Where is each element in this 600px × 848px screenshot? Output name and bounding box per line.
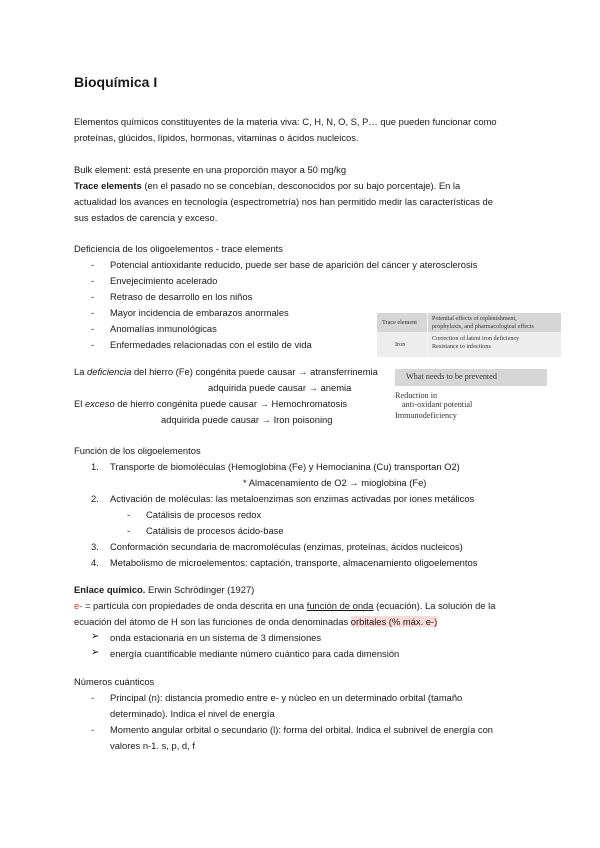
quantum-angular-line-2: valores n-1. s, p, d, f: [110, 740, 195, 751]
function-item-2-sub: Catálisis de procesos redox: [146, 509, 262, 520]
wave-function-term: función de onda: [306, 600, 374, 611]
list-dash: -: [127, 509, 131, 520]
quantum-heading: Números cuánticos: [74, 676, 155, 687]
list-number: 4.: [91, 557, 99, 568]
function-item-1: Transporte de biomoléculas (Hemoglobina (Fe) y Hemocianina (Cu) transportan O2): [110, 461, 460, 472]
quantum-angular-line-1: Momento angular orbital o secundario (l): forma del orbital. Indica el subnivel de energía con: [110, 724, 494, 735]
iron-deficiency-line: [74, 366, 378, 377]
list-dash: -: [91, 724, 95, 735]
prevention-header-text: What needs to be prevented: [406, 372, 497, 381]
trace-line-4: sus estados de carencia y exceso.: [74, 212, 218, 223]
text: El: [74, 398, 85, 409]
table-row-effect-2: Resistance to infections: [432, 343, 491, 350]
quantum-principal-line-2: determinado). Indica el nivel de energía: [110, 708, 275, 719]
trace-elements-term: Trace elements: [74, 180, 142, 191]
trace-line-3: actualidad los avances en tecnología (espectrometría) nos han permitido medir las características de: [74, 196, 493, 207]
list-item: Potencial antioxidante reducido, puede ser base de aparición del cáncer y aterosclerosis: [110, 259, 478, 270]
iron-deficiency-acquired: adquirida puede causar → anemia: [208, 382, 352, 393]
list-item: Mayor incidencia de embarazos anormales: [110, 307, 289, 318]
orbitals-highlight: orbitales (% máx. e-): [350, 616, 438, 627]
table-col2-header-2: prophylaxis, and pharmacological effects: [432, 323, 534, 330]
excess-word: exceso: [84, 398, 115, 409]
list-number: 2.: [91, 493, 99, 504]
arrow-bullet-icon: ➢: [91, 631, 100, 642]
text: = partícula con propiedades de onda descrita en una: [82, 600, 307, 611]
list-number: 3.: [91, 541, 99, 552]
text: (ecuación). La solución de la: [373, 600, 496, 611]
prevention-row-3: Immunodeficiency: [395, 411, 457, 420]
table-row-effect-1: Correction of latent iron deficiency: [432, 335, 520, 342]
bond-point-2: energía cuantificable mediante número cuántico para cada dimensión: [110, 648, 400, 659]
function-item-2: Activación de moléculas: las metaloenzimas son enzimas activadas por iones metálicos: [110, 493, 475, 504]
trace-elements-desc: (en el pasado no se concebían, desconocidos por su bajo porcentaje). En la: [141, 180, 461, 191]
bond-heading-bold: Enlace químico.: [74, 584, 146, 595]
table-col2-header-1: Potential effects of replenishment,: [432, 315, 517, 322]
prevention-row-1: Reduction in: [395, 391, 438, 400]
list-dash: -: [91, 323, 95, 334]
table-col1-header: Trace element: [382, 319, 417, 326]
quantum-principal-line-1: Principal (n): distancia promedio entre e- y núcleo en un determinado orbital (tamaño: [110, 692, 463, 703]
function-item-2-sub: Catálisis de procesos ácido-base: [146, 525, 284, 536]
list-dash: -: [127, 525, 131, 536]
list-dash: -: [91, 259, 95, 270]
prevention-table-header: [395, 369, 547, 386]
bond-heading: [74, 584, 254, 595]
function-heading: Función de los oligoelementos: [74, 445, 201, 456]
list-dash: -: [91, 307, 95, 318]
text: del hierro (Fe) congénita puede causar → atransferrinemia: [131, 366, 378, 377]
list-number: 1.: [91, 461, 99, 472]
function-item-3: Conformación secundaria de macromoléculas (enzimas, proteínas, ácidos nucleicos): [110, 541, 463, 552]
text: ecuación del átomo de H son las funciones de onda denominadas: [74, 616, 351, 627]
electron-label: e-: [74, 600, 83, 611]
function-item-1-sub: * Almacenamiento de O2 → mioglobina (Fe): [243, 477, 427, 488]
bond-line-2: [74, 616, 437, 627]
trace-element-table-image: [377, 313, 561, 357]
list-item: Envejecimiento acelerado: [110, 275, 218, 286]
trace-elements-line: [74, 180, 460, 191]
table-row-element: Iron: [395, 341, 406, 348]
bulk-element-line: Bulk element: está presente en una proporción mayor a 50 mg/kg: [74, 164, 347, 175]
list-dash: -: [91, 692, 95, 703]
deficiency-heading: Deficiencia de los oligoelementos - trace elements: [74, 243, 283, 254]
bond-heading-author: Erwin Schrödinger (1927): [145, 584, 255, 595]
intro-line-1: Elementos químicos constituyentes de la materia viva: C, H, N, O, S, P… que pueden funcionar como: [74, 116, 497, 127]
arrow-bullet-icon: ➢: [91, 647, 100, 658]
function-item-4: Metabolismo de microelementos: captación, transporte, almacenamiento oligoelementos: [110, 557, 478, 568]
list-item: Retraso de desarrollo en los niños: [110, 291, 253, 302]
list-item: Anomalías inmunológicas: [110, 323, 217, 334]
bond-point-1: onda estacionaria en un sistema de 3 dimensiones: [110, 632, 322, 643]
bond-line-1: [74, 600, 495, 611]
iron-excess-acquired: adquirida puede causar → Iron poisoning: [161, 414, 333, 425]
text: de hierro congénita puede causar → Hemochromatosis: [114, 398, 348, 409]
prevention-row-2: anti-oxidant potential: [402, 400, 473, 409]
list-item: Enfermedades relacionadas con el estilo de vida: [110, 339, 312, 350]
text: La: [74, 366, 88, 377]
intro-line-2: proteínas, glúcidos, lípidos, hormonas, vitaminas o ácidos nucleicos.: [74, 132, 359, 143]
table-divider: [427, 313, 428, 357]
deficiency-word: deficiencia: [87, 366, 132, 377]
list-dash: -: [91, 275, 95, 286]
page-title: Bioquímica I: [74, 74, 158, 90]
list-dash: -: [91, 339, 95, 350]
list-dash: -: [91, 291, 95, 302]
iron-excess-line: [74, 398, 347, 409]
